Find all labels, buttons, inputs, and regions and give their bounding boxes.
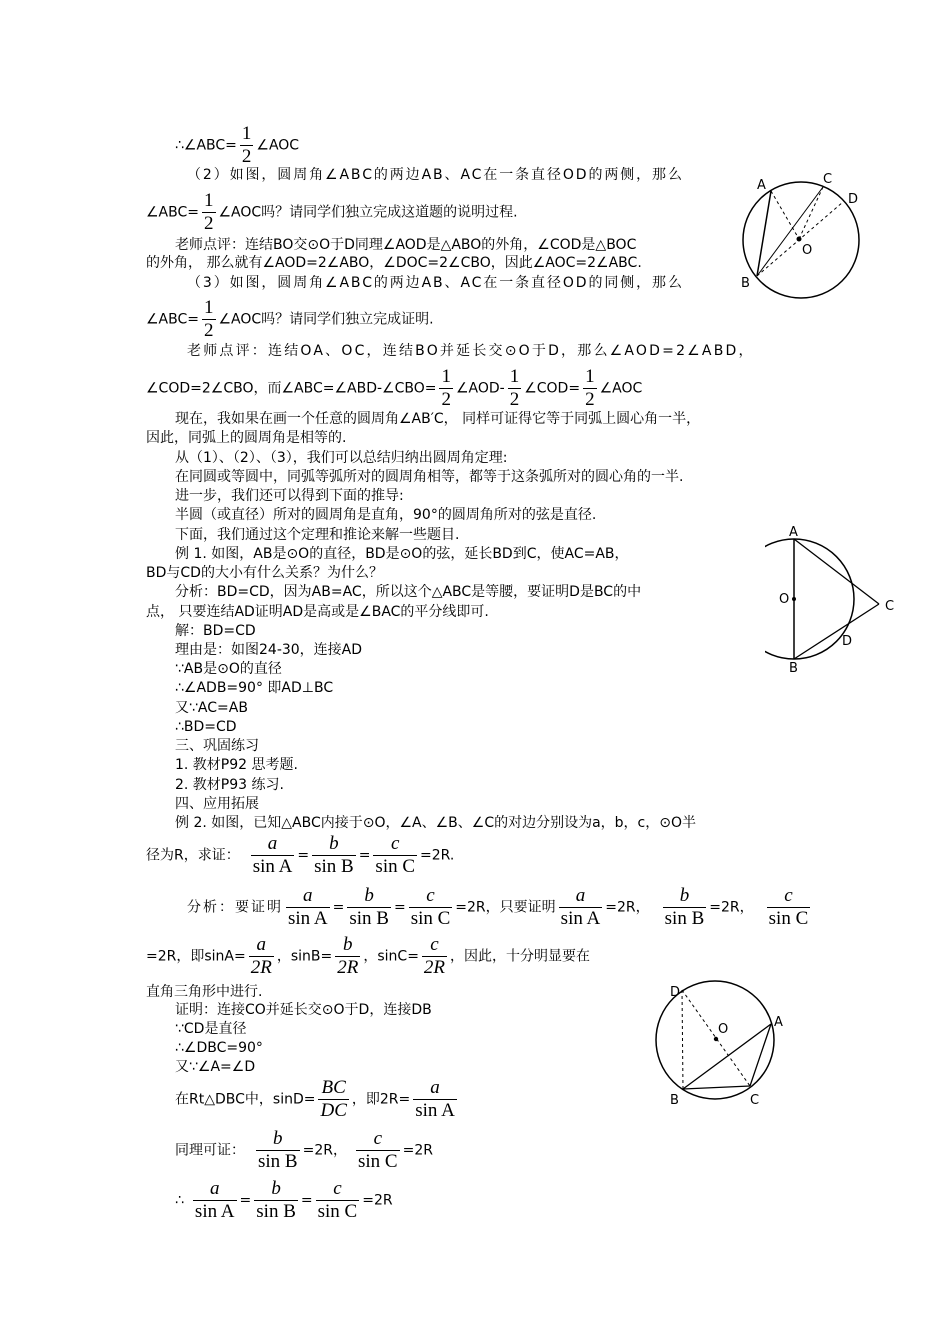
line-22: 理由是：如图24-30，连接AD: [175, 642, 363, 658]
label-C: C: [823, 172, 833, 187]
line-6: （3）如图，圆周角∠ABC的两边AB、AC在一条直径OD的同侧，那么: [187, 275, 684, 291]
line-23: ∵AB是⊙O的直径: [175, 661, 282, 677]
line-38: ∴∠DBC=90°: [175, 1040, 263, 1056]
segment-CO-dashed: [799, 187, 823, 239]
fraction-half: $\frac{1}{2}$: [241, 123, 252, 167]
segment-BA: [757, 191, 771, 276]
line-1: ∴∠ABC= $\frac{1}{2}$ ∠AOC: [175, 123, 300, 167]
label-D: D: [670, 985, 681, 1000]
label-O: O: [718, 1022, 729, 1037]
fraction-half: $\frac{1}{2}$: [204, 190, 214, 234]
fraction-a-over-sinA: $\frac{a}{\text{sin A}}$: [560, 885, 601, 929]
line-42: ∴ $\frac{a}{\text{sin A}}$ = $\frac{b}{\text{sin B}}$ = $\frac{c}{\text{sin C}}$ =2R: [175, 1178, 393, 1222]
line-4: 老师点评：连结BO交⊙O于D同理∠AOD是△ABO的外角，∠COD是△BOC: [175, 237, 637, 253]
fraction-b-over-sinB: $\frac{b}{\text{sin B}}$: [258, 1128, 298, 1172]
fraction-half: $\frac{1}{2}$: [441, 366, 451, 410]
label-A: A: [789, 525, 798, 540]
segment-BC: [757, 187, 823, 276]
line-26: ∴BD=CD: [175, 719, 237, 735]
line-14: 进一步，我们还可以得到下面的推导:: [175, 488, 404, 504]
fraction-b-over-sinB: $\frac{b}{\text{sin B}}$: [664, 885, 705, 929]
line-8: 老师点评：连结OA、OC，连结BO并延长交⊙O于D，那么∠AOD=2∠ABD，: [187, 343, 755, 359]
label-B: B: [741, 276, 750, 291]
fraction-c-over-sinC: $\frac{c}{\text{sin C}}$: [410, 885, 451, 929]
segment-BC: [683, 1086, 750, 1089]
label-O: O: [779, 592, 790, 607]
fraction-half: $\frac{1}{2}$: [585, 366, 595, 410]
line-40: 在Rt△DBC中，sinD= $\frac{BC}{DC}$ ，即2R= $\frac{a}{\text{sin A}}$: [175, 1077, 455, 1121]
line-37: ∵CD是直径: [175, 1021, 247, 1037]
line-36: 证明：连接CO并延长交⊙O于D，连接DB: [175, 1002, 432, 1018]
fraction-b-over-sinB: $\frac{b}{\text{sin B}}$: [256, 1178, 296, 1222]
line-32: 径为R，求证： $\frac{a}{\text{sin A}}$ = $\frac{b}{\text{sin B}}$ = $\frac{c}{\text{sin C}}$ =2R.: [146, 833, 455, 877]
segment-DB-dashed: [682, 990, 683, 1089]
line-13: 在同圆或等圆中，同弧等弧所对的圆周角相等，都等于这条弧所对的圆心角的一半.: [175, 469, 684, 485]
line-25: 又∵AC=AB: [175, 700, 248, 716]
line-12: 从（1）、（2）、（3），我们可以总结归纳出圆周角定理:: [175, 450, 508, 466]
line-28: 1. 教材P92 思考题.: [175, 757, 298, 773]
label-C: C: [750, 1093, 760, 1108]
fraction-b-over-sinB: $\frac{b}{\text{sin B}}$: [314, 833, 354, 877]
line-34: =2R，即sinA= $\frac{a}{2R}$ ，sinB= $\frac{b}{2R}$ ，sinC= $\frac{c}{2R}$ ，因此，十分明显要在: [146, 934, 591, 978]
line-9: ∠COD=2∠CBO，而∠ABC=∠ABD-∠CBO= $\frac{1}{2}$ ∠AOD- $\frac{1}{2}$ ∠COD= $\frac{1}{2}$ ∠AOC: [146, 366, 643, 410]
line-2: （2）如图，圆周角∠ABC的两边AB、AC在一条直径OD的两侧，那么: [187, 167, 684, 183]
label-A: A: [774, 1015, 783, 1030]
center-point: [797, 237, 802, 242]
fraction-a-over-sinA: $\frac{a}{\text{sin A}}$: [252, 833, 293, 877]
line-20: 点， 只要连结AD证明AD是高或是∠BAC的平分线即可.: [146, 604, 489, 620]
line-35: 直角三角形中进行.: [146, 984, 263, 1000]
label-C: C: [885, 599, 895, 614]
line-16: 下面，我们通过这个定理和推论来解一些题目.: [175, 527, 460, 543]
line-15: 半圆（或直径）所对的圆周角是直角，90°的圆周角所对的弦是直径.: [175, 507, 597, 523]
center-point: [714, 1037, 718, 1041]
fraction-a-over-sinA: $\frac{a}{\text{sin A}}$: [415, 1077, 455, 1121]
fraction-b-over-sinB: $\frac{b}{\text{sin B}}$: [349, 885, 389, 929]
line-11: 因此，同弧上的圆周角是相等的.: [146, 430, 347, 446]
label-B: B: [789, 661, 798, 674]
line-3: ∠ABC= $\frac{1}{2}$ ∠AOC吗？请同学们独立完成这道题的说明过程.: [146, 190, 518, 234]
line-10: 现在，我如果在画一个任意的圆周角∠AB′C， 同样可证得它等于同弧上圆心角一半，: [175, 411, 701, 427]
line-24: ∴∠ADB=90° 即AD⊥BC: [175, 680, 334, 696]
line-19: 分析：BD=CD，因为AB=AC，所以这个△ABC是等腰，要证明D是BC的中: [175, 584, 642, 600]
fraction-c-over-sinC: $\frac{c}{\text{sin C}}$: [317, 1178, 358, 1222]
fraction-half: $\frac{1}{2}$: [204, 297, 214, 341]
line-7: ∠ABC= $\frac{1}{2}$ ∠AOC吗？请同学们独立完成证明.: [146, 297, 434, 341]
line-29: 2. 教材P93 练习.: [175, 777, 284, 793]
fraction-c-over-sinC: $\frac{c}{\text{sin C}}$: [375, 833, 416, 877]
label-D: D: [842, 634, 853, 649]
label-A: A: [757, 178, 766, 193]
line-39: 又∵∠A=∠D: [175, 1059, 256, 1075]
fraction-b-over-2R: $\frac{b}{2R}$: [337, 934, 359, 978]
segment-AO-dashed: [771, 191, 799, 239]
line-18: BD与CD的大小有什么关系？为什么？: [146, 565, 383, 581]
figure-2-circle: [765, 522, 905, 674]
fraction-a-over-2R: $\frac{a}{2R}$: [250, 934, 272, 978]
line-5: 的外角， 那么就有∠AOD=2∠ABO，∠DOC=2∠CBO，因此∠AOC=2∠ABC.: [146, 255, 642, 271]
label-D: D: [848, 192, 859, 207]
line-41: 同理可证： $\frac{b}{\text{sin B}}$ =2R， $\frac{c}{\text{sin C}}$ =2R: [175, 1128, 433, 1172]
fraction-BC-over-DC: $\frac{BC}{DC}$: [320, 1077, 347, 1121]
fraction-c-over-sinC: $\frac{c}{\text{sin C}}$: [768, 885, 809, 929]
figure-1-circle: [735, 170, 875, 305]
label-O: O: [802, 243, 813, 258]
line-33: 分析：要证明 $\frac{a}{\text{sin A}}$ = $\frac{b}{\text{sin B}}$ = $\frac{c}{\text{sin C}}$ =2R，只要证明 $\frac{a}{\text{sin A}}$ =2R， $\frac{b}{\text{sin B}}$ =2R， $\frac{c}{\text{sin C}}$: [187, 885, 809, 929]
line-17: 例 1. 如图，AB是⊙O的直径，BD是⊙O的弦，延长BD到C，使AC=AB，: [175, 546, 629, 562]
center-point: [792, 597, 796, 601]
fraction-half: $\frac{1}{2}$: [509, 366, 520, 410]
fraction-a-over-sinA: $\frac{a}{\text{sin A}}$: [288, 885, 328, 929]
line-21: 解：BD=CD: [175, 623, 256, 639]
segment-BC: [794, 604, 879, 659]
segment-AC: [794, 539, 879, 604]
line-31: 例 2. 如图，已知△ABC内接于⊙O，∠A、∠B、∠C的对边分别设为a，b，c，⊙O半: [175, 815, 697, 831]
line-27: 三、巩固练习: [175, 738, 259, 754]
line-30: 四、应用拓展: [175, 796, 259, 812]
fraction-c-over-2R: $\frac{c}{2R}$: [423, 934, 446, 978]
fraction-c-over-sinC: $\frac{c}{\text{sin C}}$: [357, 1128, 398, 1172]
figure-3-circle: [650, 980, 790, 1110]
label-B: B: [670, 1093, 679, 1108]
fraction-a-over-sinA: $\frac{a}{\text{sin A}}$: [194, 1178, 235, 1222]
